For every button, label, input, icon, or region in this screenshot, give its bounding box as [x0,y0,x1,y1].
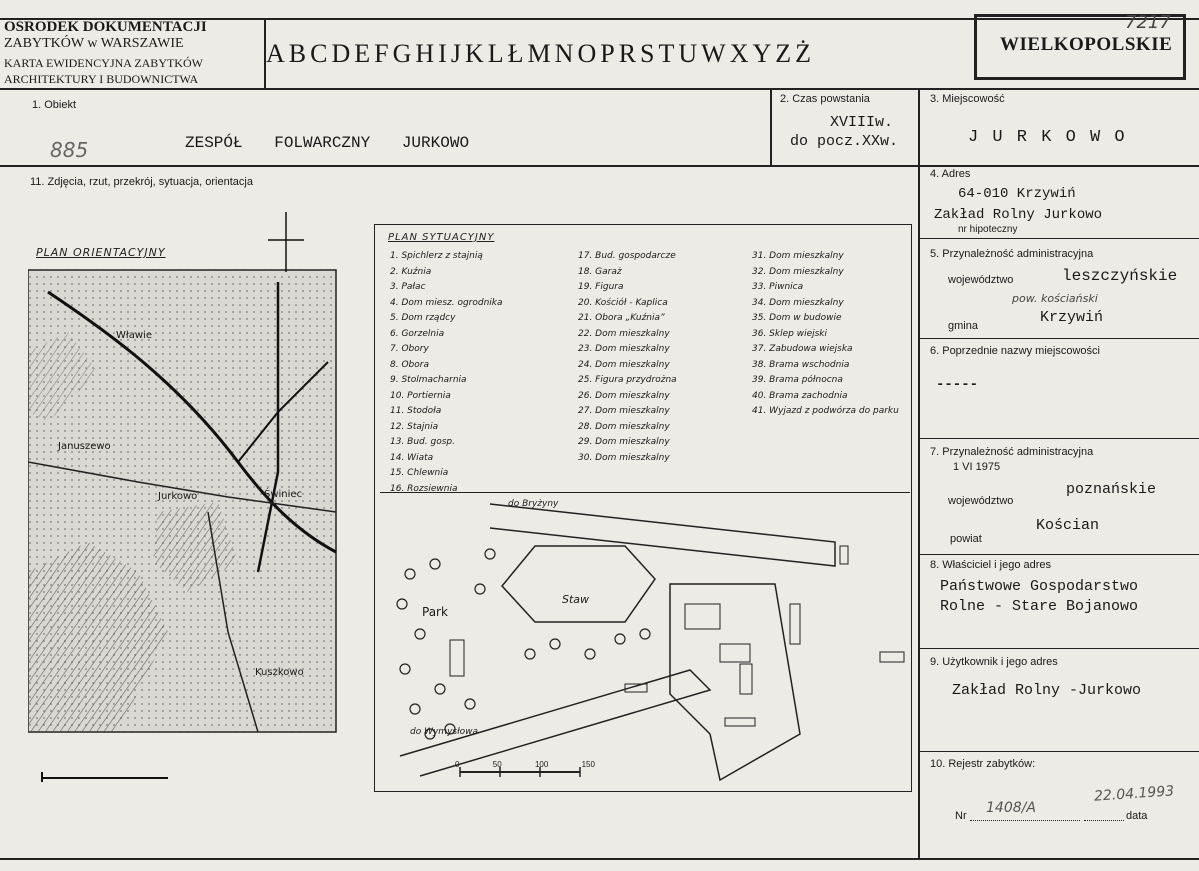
index-letter: P [600,39,615,68]
bottom-border [0,858,1199,860]
adres-line1: 64-010 Krzywiń [958,186,1076,202]
przyn2-label: 7. Przynależność administracyjna [930,446,1094,458]
legend-item: 30. Dom mieszkalny [578,452,670,463]
scale-tick: 50 [492,760,502,769]
place-label: Świniec [264,489,303,500]
index-letter: R [618,39,637,68]
legend-item: 25. Figura przydrożna [578,375,677,385]
index-letter: Y [752,39,772,68]
index-letter: D [331,39,351,68]
rejestr-data-label: data [1126,810,1148,822]
legend-item: 34. Dom mieszkalny [752,297,844,308]
legend-item: 27. Dom mieszkalny [578,406,670,416]
legend-column-2 [578,252,748,469]
index-letter: Ż [795,39,812,68]
legend-item: 16. Rozsiewnia [390,483,458,494]
institution-line2: ZABYTKÓW w WARSZAWIE [4,36,184,51]
poprzednie-label: 6. Poprzednie nazwy miejscowości [930,345,1100,357]
legend-item: 35. Dom w budowie [752,313,842,323]
card-number: 7217 [1125,12,1171,33]
adres-line2: Zakład Rolny Jurkowo [934,207,1103,223]
legend-item: 31. Dom mieszkalny [752,251,844,261]
sep-10 [918,751,1199,752]
legend-item: 13. Bud. gosp. [390,437,455,447]
index-letter: E [354,39,371,68]
index-letter: I [438,39,447,68]
header-divider [0,88,1199,90]
plan-orientacyjny-title: PLAN ORIENTACYJNY [36,246,166,259]
index-letter: H [415,39,435,68]
road-label-north: do Bryżyny [508,499,559,509]
nr-hipoteczny-label: nr hipoteczny [958,224,1018,235]
card-type-line2: ARCHITEKTURY I BUDOWNICTWA [4,72,199,86]
scale-tick: 100 [534,760,549,769]
index-letter: U [678,39,698,68]
sep-5 [918,238,1199,239]
przyn2-powiat-label: powiat [950,533,982,545]
legend-item: 36. Sklep wiejski [752,328,828,339]
scale-tick: 0 [455,760,460,769]
czas-line2: do pocz.XXw. [790,133,899,150]
rejestr-label: 10. Rejestr zabytków: [930,758,1036,770]
index-letter: Z [775,39,792,68]
alphabet-index [266,22,982,86]
legend-item: 4. Dom miesz. ogrodnika [390,297,503,308]
pond-label: Staw [562,593,590,606]
czas-line1: XVIIIw. [830,114,894,131]
legend-item: 7. Obory [390,344,429,354]
legend-item: 33. Piwnica [752,282,804,292]
rejestr-nr-line [970,820,1080,822]
sep-6 [918,338,1199,339]
legend-item: 18. Garaż [578,266,622,277]
obiekt-number: 885 [50,138,89,162]
index-letter: C [310,39,328,68]
legend-item: 2. Kuźnia [390,266,432,277]
rejestr-nr-label: Nr [955,810,967,822]
index-letter: N [554,39,574,68]
legend-item: 8. Obora [390,359,429,370]
legend-column-1 [390,252,570,500]
institution-line1: OŚRODEK DOKUMENTACJI [4,19,207,35]
legend-column-3 [752,252,902,423]
przyn1-gmina-value: Krzywiń [1040,309,1104,326]
legend-item: 40. Brama zachodnia [752,390,848,401]
index-letter: O [577,39,597,68]
site-plan-drawing [380,494,908,788]
index-letter: F [374,39,389,68]
place-label: Kuszkowo [255,667,304,678]
legend-item: 23. Dom mieszkalny [578,344,670,354]
sep-7 [918,438,1199,439]
road-label-south: do Wymysłowa [410,727,479,737]
right-column-vline [918,88,920,860]
place-label: Januszewo [58,441,111,452]
przyn2-woj-label: województwo [948,495,1014,507]
przyn2-date: 1 VI 1975 [953,461,1001,473]
obiekt-value: ZESPÓŁ FOLWARCZNY JURKOWO [185,134,470,152]
czas-label: 2. Czas powstania [780,93,870,105]
legend-item: 32. Dom mieszkalny [752,266,844,277]
uzytkownik-value: Zakład Rolny -Jurkowo [952,682,1142,699]
legend-item: 11. Stodoła [390,406,442,416]
legend-item: 29. Dom mieszkalny [578,437,670,447]
index-letter: L [487,39,504,68]
przyn1-note: pow. kościański [1012,292,1098,305]
index-letter: B [288,39,307,68]
legend-item: 1. Spichlerz z stajnią [390,251,483,261]
przyn1-woj-label: województwo [948,274,1014,286]
legend-item: 20. Kościół - Kaplica [578,297,668,308]
legend-item: 22. Dom mieszkalny [578,328,670,339]
wlasciciel-line1: Państwowe Gospodarstwo [940,578,1139,595]
index-letter: X [729,39,749,68]
index-letter: W [701,39,726,68]
wlasciciel-label: 8. Właściciel i jego adres [930,559,1052,571]
legend-item: 12. Stajnia [390,421,439,432]
legend-item: 28. Dom mieszkalny [578,421,670,432]
plan-sytuacyjny-title: PLAN SYTUACYJNY [388,232,495,243]
legend-item: 5. Dom rządcy [390,313,456,323]
miejscowosc-value: J U R K O W O [968,128,1127,147]
legend-item: 26. Dom mieszkalny [578,390,670,401]
index-letter: Ł [507,39,524,68]
place-label: Jurkowo [158,491,198,502]
sep-9 [918,648,1199,649]
rejestr-data-line [1084,820,1124,822]
miejscowosc-label: 3. Miejscowość [930,93,1005,105]
row-divider [0,165,1199,167]
index-letter: A [266,39,285,68]
przyn1-gmina-label: gmina [948,320,978,332]
legend-item: 21. Obora „Kuźnia” [578,313,665,323]
card-type-line1: KARTA EWIDENCYJNA ZABYTKÓW [4,56,203,70]
park-label: Park [422,605,448,619]
rejestr-nr-value: 1408/A [986,800,1036,816]
region-label: WIELKOPOLSKIE [1000,34,1173,55]
uzytkownik-label: 9. Użytkownik i jego adres [930,656,1058,668]
wlasciciel-line2: Rolne - Stare Bojanowo [940,598,1139,615]
legend-item: 19. Figura [578,282,624,292]
legend-item: 14. Wiata [390,452,434,463]
legend-item: 39. Brama północna [752,375,843,385]
legend-item: 6. Gorzelnia [390,328,445,339]
place-label: Wławie [116,330,152,341]
legend-item: 9. Stolmacharnia [390,375,467,385]
zdjecia-label: 11. Zdjęcia, rzut, przekrój, sytuacja, orientacja [30,176,253,188]
przyn2-woj-value: poznańskie [1066,481,1157,498]
index-letter: T [658,39,675,68]
index-letter: M [527,39,551,68]
przyn1-woj-value: leszczyńskie [1062,267,1178,285]
legend-item: 37. Zabudowa wiejska [752,344,853,354]
scale-labels [455,760,595,769]
index-letter: J [450,39,461,68]
sep-8 [918,554,1199,555]
scale-tick: 150 [581,760,595,769]
index-letter: G [392,39,412,68]
przyn2-powiat-value: Kościan [1036,517,1100,534]
rejestr-data-value: 22.04.1993 [1093,783,1175,805]
legend-item: 24. Dom mieszkalny [578,359,670,370]
legend-item: 10. Portiernia [390,390,451,401]
index-letter: K [464,39,484,68]
poprzednie-value: ----- [936,377,979,393]
adres-label: 4. Adres [930,168,971,180]
legend-item: 41. Wyjazd z podwórza do parku [752,406,899,416]
legend-item: 15. Chlewnia [390,468,449,478]
legend-item: 17. Bud. gospodarcze [578,251,676,261]
obiekt-vline [770,88,772,166]
legend-item: 3. Pałac [390,282,426,292]
index-letter: S [640,39,655,68]
przyn1-label: 5. Przynależność administracyjna [930,248,1094,260]
legend-item: 38. Brama wschodnia [752,359,850,370]
obiekt-label: 1. Obiekt [32,99,77,111]
